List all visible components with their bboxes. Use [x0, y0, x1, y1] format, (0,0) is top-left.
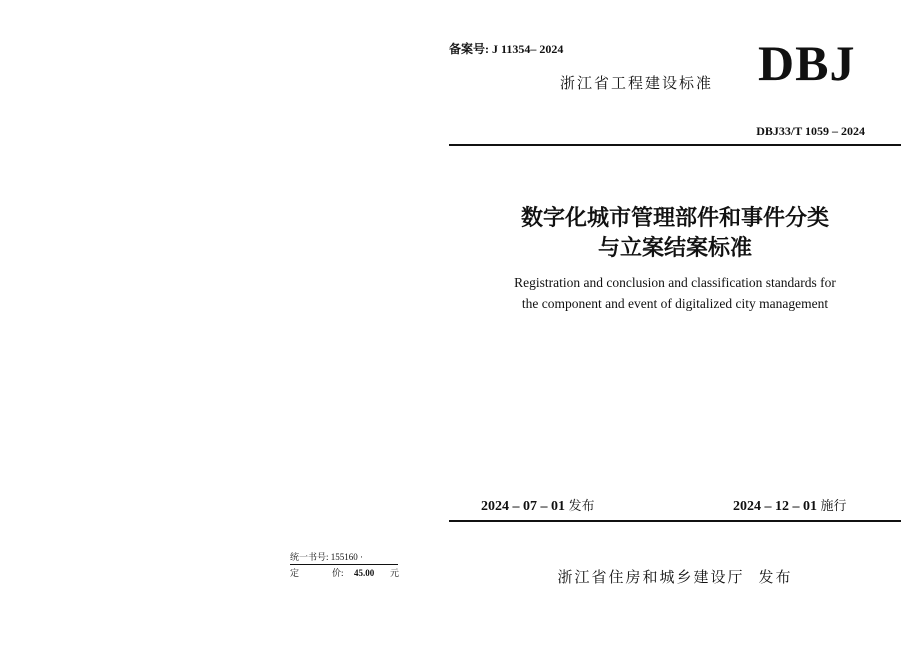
issuer-name: 浙江省住房和城乡建设厅	[557, 568, 745, 586]
effective-date	[733, 495, 847, 515]
book-number: 统一书号: 155160 ·	[290, 551, 398, 565]
issuing-authority	[449, 566, 901, 587]
price-unit: 元	[390, 568, 400, 578]
header-divider	[449, 144, 901, 146]
chinese-title-line-2: 与立案结案标准	[597, 235, 752, 261]
price-label-2: 价:	[332, 568, 344, 578]
standard-body: 浙江省工程建设标准	[560, 74, 714, 92]
issuer-action: 发布	[758, 568, 793, 586]
effective-date-value: 2024 – 12 – 01	[733, 499, 817, 514]
standard-number: DBJ33/T 1059 – 2024	[756, 124, 865, 138]
english-title	[449, 272, 901, 314]
chinese-title	[449, 203, 901, 263]
english-title-line-1: Registration and conclusion and classification standards for	[514, 275, 836, 290]
effective-label: 施行	[820, 499, 847, 514]
publish-date-value: 2024 – 07 – 01	[481, 499, 565, 514]
price-value: 45.00	[354, 568, 375, 578]
english-title-line-2: the component and event of digitalized city management	[521, 296, 829, 311]
dbj-logo: DBJ	[758, 35, 856, 91]
footer-divider	[449, 520, 901, 522]
price-label-1: 定	[290, 568, 300, 578]
filing-number: 备案号: J 11354– 2024	[449, 42, 564, 56]
publish-date	[481, 495, 595, 515]
publish-label: 发布	[568, 499, 595, 514]
chinese-title-line-1: 数字化城市管理部件和事件分类	[520, 205, 829, 231]
